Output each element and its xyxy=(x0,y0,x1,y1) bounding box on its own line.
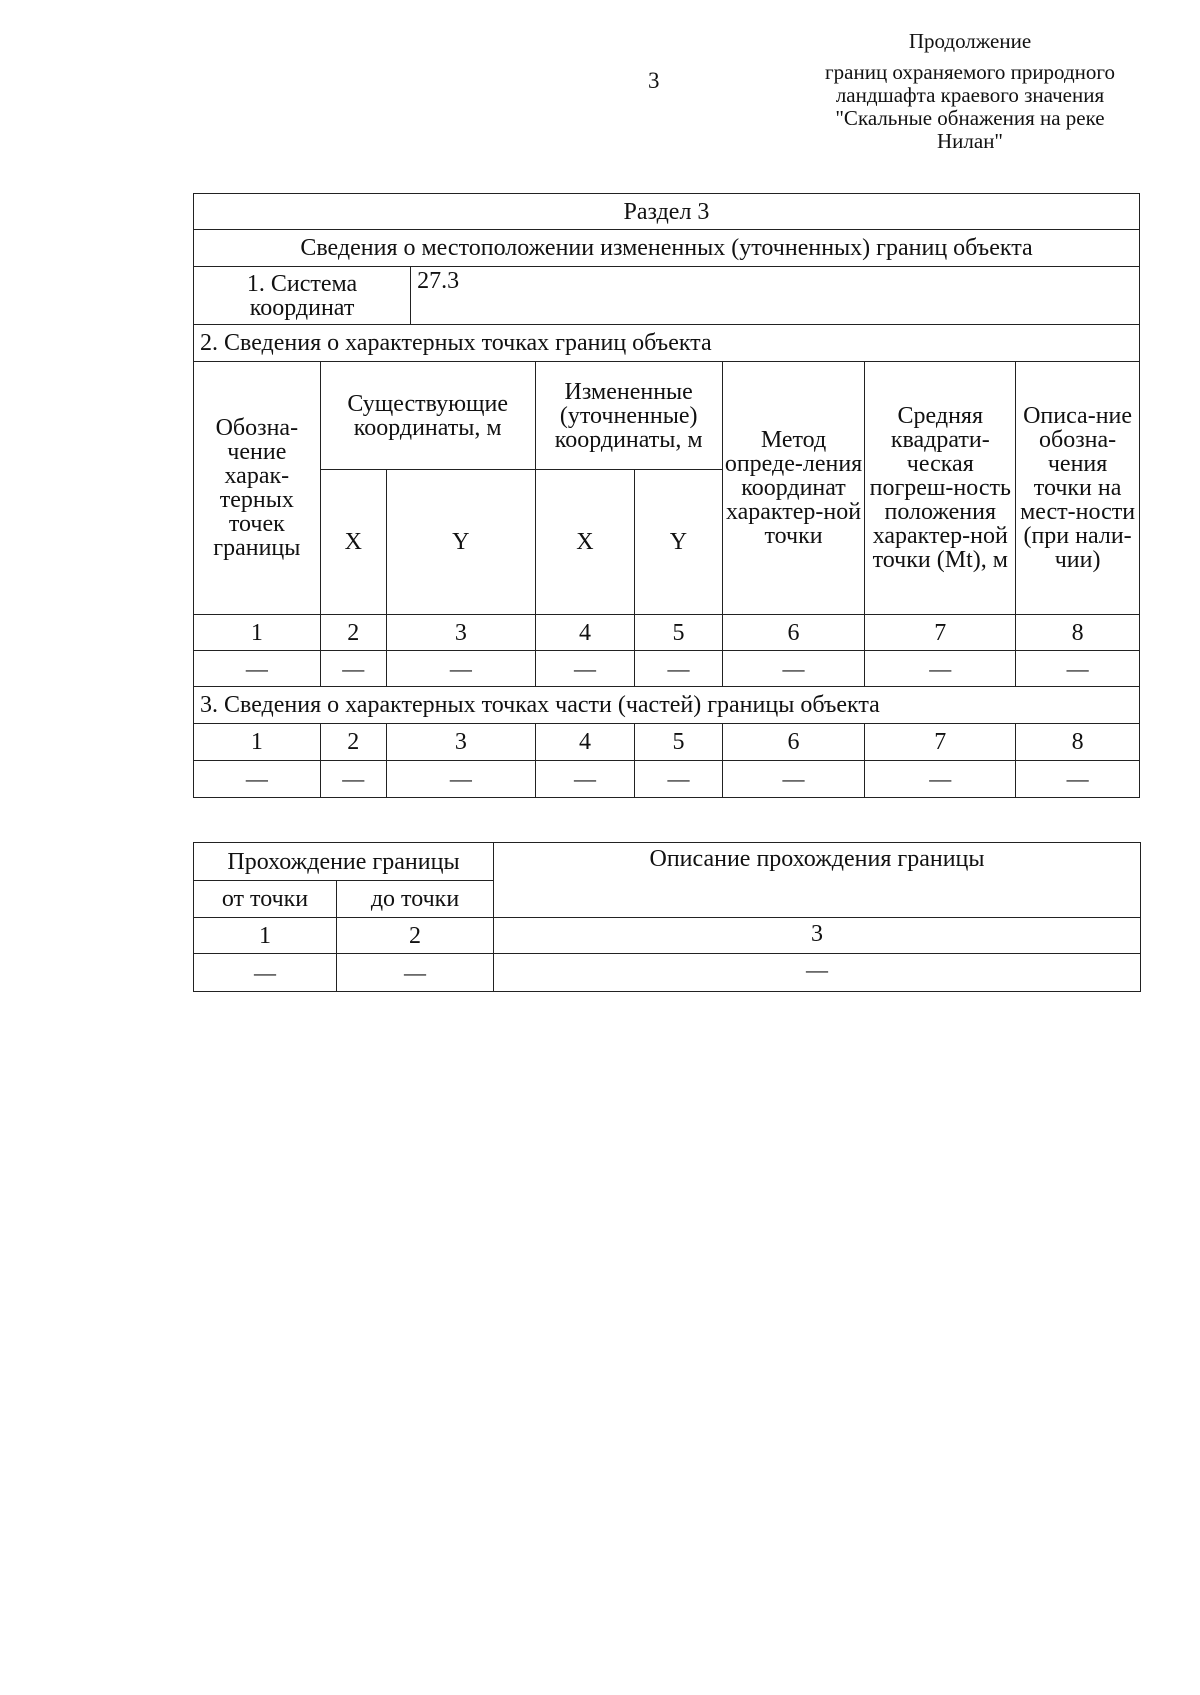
empty-cell: — xyxy=(722,761,865,798)
empty-cell: — xyxy=(865,651,1016,687)
empty-cell: — xyxy=(722,651,865,687)
column-number: 5 xyxy=(635,724,722,761)
column-number: 3 xyxy=(386,615,535,651)
heading-line: "Скальные обнажения на реке xyxy=(835,106,1105,130)
from-point-header: от точки xyxy=(194,881,337,918)
heading-line: границ охраняемого природного xyxy=(825,60,1115,84)
passage-header: Прохождение границы xyxy=(194,843,494,881)
col-existing-x-header: X xyxy=(320,470,386,615)
empty-cell: — xyxy=(865,761,1016,798)
points-section-title: 2. Сведения о характерных точках границ объекта xyxy=(194,325,1140,362)
empty-cell: — xyxy=(535,761,635,798)
empty-cell: — xyxy=(320,651,386,687)
empty-cell: — xyxy=(494,954,1141,992)
empty-cell: — xyxy=(194,761,321,798)
column-number: 4 xyxy=(535,724,635,761)
to-point-header: до точки xyxy=(337,881,494,918)
column-number: 6 xyxy=(722,615,865,651)
empty-cell: — xyxy=(535,651,635,687)
page-number: 3 xyxy=(648,68,660,93)
continuation-label: Продолжение xyxy=(908,29,1032,53)
col-existing-header: Существующие координаты, м xyxy=(320,362,535,470)
coord-system-label: 1. Система координат xyxy=(194,267,411,325)
column-number: 8 xyxy=(1016,615,1140,651)
col-changed-x-header: X xyxy=(535,470,635,615)
empty-cell: — xyxy=(320,761,386,798)
coord-system-value: 27.3 xyxy=(411,267,1140,325)
col-existing-y-header: Y xyxy=(386,470,535,615)
column-number: 4 xyxy=(535,615,635,651)
col-changed-header: Измененные (уточненные) координаты, м xyxy=(535,362,722,470)
heading-line: ландшафта краевого значения xyxy=(835,83,1105,107)
col-designation-header: Обозна-чение харак-терных точек границы xyxy=(194,362,321,615)
column-number: 7 xyxy=(865,724,1016,761)
column-number: 3 xyxy=(386,724,535,761)
section-subtitle: Сведения о местоположении измененных (уточненных) границ объекта xyxy=(194,230,1140,267)
column-number: 1 xyxy=(194,724,321,761)
empty-cell: — xyxy=(1016,651,1140,687)
col-method-header: Метод опреде-ления координат характер-ной точки xyxy=(722,362,865,615)
boundary-points-table xyxy=(193,193,1140,798)
column-number: 7 xyxy=(865,615,1016,651)
empty-cell: — xyxy=(386,651,535,687)
section-title: Раздел 3 xyxy=(194,194,1140,230)
empty-cell: — xyxy=(386,761,535,798)
column-number: 2 xyxy=(337,918,494,954)
column-number: 2 xyxy=(320,615,386,651)
column-number: 6 xyxy=(722,724,865,761)
col-error-header: Средняя квадрати-ческая погреш-ность положения характер-ной точки (Mt), м xyxy=(865,362,1016,615)
part-points-section-title: 3. Сведения о характерных точках части (частей) границы объекта xyxy=(194,687,1140,724)
empty-cell: — xyxy=(337,954,494,992)
empty-cell: — xyxy=(194,651,321,687)
column-number: 5 xyxy=(635,615,722,651)
column-number: 2 xyxy=(320,724,386,761)
empty-cell: — xyxy=(194,954,337,992)
empty-cell: — xyxy=(1016,761,1140,798)
heading-line: Нилан" xyxy=(936,129,1003,153)
empty-cell: — xyxy=(635,651,722,687)
column-number: 1 xyxy=(194,615,321,651)
boundary-route-table xyxy=(193,842,1141,992)
column-number: 3 xyxy=(494,918,1141,954)
empty-cell: — xyxy=(635,761,722,798)
document-heading xyxy=(780,30,1160,153)
route-description-header: Описание прохождения границы xyxy=(494,843,1141,918)
column-number: 1 xyxy=(194,918,337,954)
column-number: 8 xyxy=(1016,724,1140,761)
col-changed-y-header: Y xyxy=(635,470,722,615)
col-description-header: Описа-ние обозна-чения точки на мест-ности (при нали-чии) xyxy=(1016,362,1140,615)
